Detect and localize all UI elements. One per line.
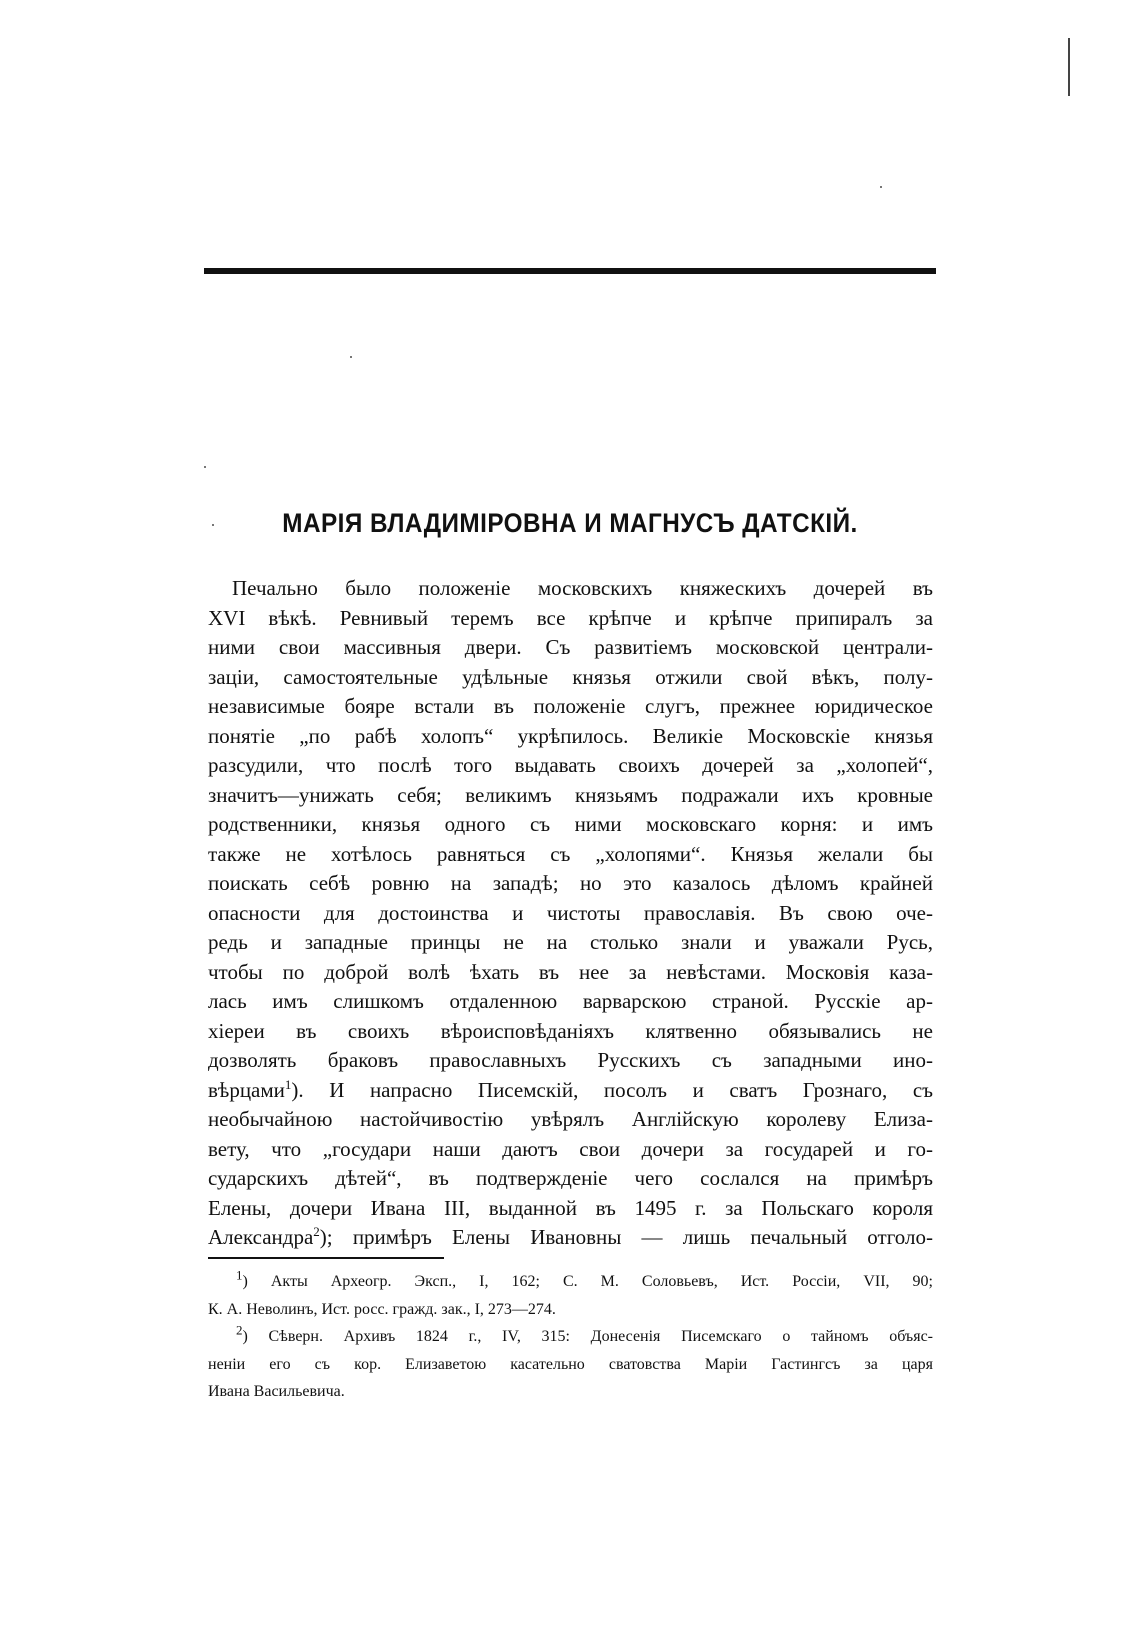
text-line: ними свои массивныя двери. Съ развитіемъ московской централи- <box>208 635 933 659</box>
footnote-2 <box>208 1323 933 1351</box>
text-line: опасности для достоинства и чистоты православія. Въ свою оче- <box>208 900 933 925</box>
footnote-ref-2: 2 <box>313 1224 320 1239</box>
scan-speck <box>212 524 214 526</box>
footnote-text: ) Акты Археогр. Эксп., I, 162; С. М. Соловьевъ, Ист. Россіи, VII, 90; <box>242 1273 933 1290</box>
footnote-text: неніи его съ кор. Елизаветою касательно сватовства Маріи Гастингсъ за царя <box>208 1355 933 1373</box>
text-line: хіереи въ своихъ вѣроисповѣданіяхъ клятвенно обязывались не <box>208 1018 933 1043</box>
footnote-rule <box>208 1257 444 1259</box>
text-line: лась имъ слишкомъ отдаленною варварскою страной. Русскіе ар- <box>208 989 933 1013</box>
text-segment: вѣрцами <box>208 1077 285 1102</box>
text-line: родственники, князья одного съ ними московскаго корня: и имъ <box>208 812 933 836</box>
text-line: значитъ—унижать себя; великимъ князьямъ подражали ихъ кровные <box>208 782 933 807</box>
chapter-title: МАРІЯ ВЛАДИМІРОВНА И МАГНУСЪ ДАТСКІЙ. <box>282 508 858 538</box>
text-line: заціи, самостоятельные удѣльные князья отжили свой вѣкъ, полу- <box>208 664 933 689</box>
text-line: дозволять браковъ православныхъ Русскихъ съ западными ино- <box>208 1048 933 1072</box>
scan-speck <box>350 356 352 358</box>
text-line: Елены, дочери Ивана III, выданной въ 1495 г. за Польскаго короля <box>208 1195 933 1220</box>
text-line: сударскихъ дѣтей“, въ подтвержденіе чего сослался на примѣръ <box>208 1166 933 1190</box>
text-line: также не хотѣлось равняться съ „холопями“. Князья желали бы <box>208 841 933 866</box>
footnotes <box>208 1268 933 1406</box>
scan-edge-mark <box>1068 38 1070 96</box>
text-line <box>208 1223 933 1253</box>
scan-speck <box>880 186 882 188</box>
text-line: разсудили, что послѣ того выдавать своихъ дочерей за „холопей“, <box>208 753 933 777</box>
text-line: вету, что „государи наши даютъ свои дочери за государей и го- <box>208 1136 933 1161</box>
text-segment: Александра <box>208 1225 314 1249</box>
text-segment: ); примѣръ Елены Ивановны — лишь печальный отголо- <box>319 1225 933 1249</box>
text-line: XVI вѣкѣ. Ревнивый теремъ все крѣпче и крѣпче припиралъ за <box>208 605 933 630</box>
header-rule <box>204 268 936 274</box>
footnote-1 <box>208 1268 933 1296</box>
body-text <box>208 574 933 1253</box>
text-line: редь и западные принцы не на столько знали и уважали Русь, <box>208 930 933 954</box>
footnote-text: К. А. Неволинъ, Ист. росс. гражд. зак., I, 273—274. <box>208 1300 556 1318</box>
footnote-text: Ивана Васильевича. <box>208 1383 345 1400</box>
text-line: независимые бояре встали въ положеніе слугъ, прежнее юридическое <box>208 694 933 718</box>
text-line: понятіе „по рабѣ холопъ“ укрѣпилось. Великіе Московскіе князья <box>208 723 933 748</box>
footnote-mark: 2 <box>236 1323 243 1338</box>
text-line: необычайною настойчивостію увѣрялъ Англійскую королеву Елиза- <box>208 1107 933 1131</box>
text-line: Печально было положеніе московскихъ княжескихъ дочерей въ <box>232 576 933 600</box>
text-segment: ). И напрасно Писемскій, посолъ и сватъ Грознаго, съ <box>291 1077 933 1102</box>
text-line: поискать себѣ ровню на западѣ; но это казалось дѣломъ крайней <box>208 871 933 895</box>
text-line <box>208 1076 933 1106</box>
footnote-mark: 1 <box>236 1268 243 1283</box>
text-line: чтобы по доброй волѣ ѣхать въ нее за невѣстами. Московія каза- <box>208 959 933 984</box>
footnote-ref-1: 1 <box>284 1076 292 1092</box>
footnote-text: ) Сѣверн. Архивъ 1824 г., IV, 315: Донесенія Писемскаго о тайномъ объяс- <box>242 1328 933 1345</box>
scan-speck <box>204 466 206 468</box>
